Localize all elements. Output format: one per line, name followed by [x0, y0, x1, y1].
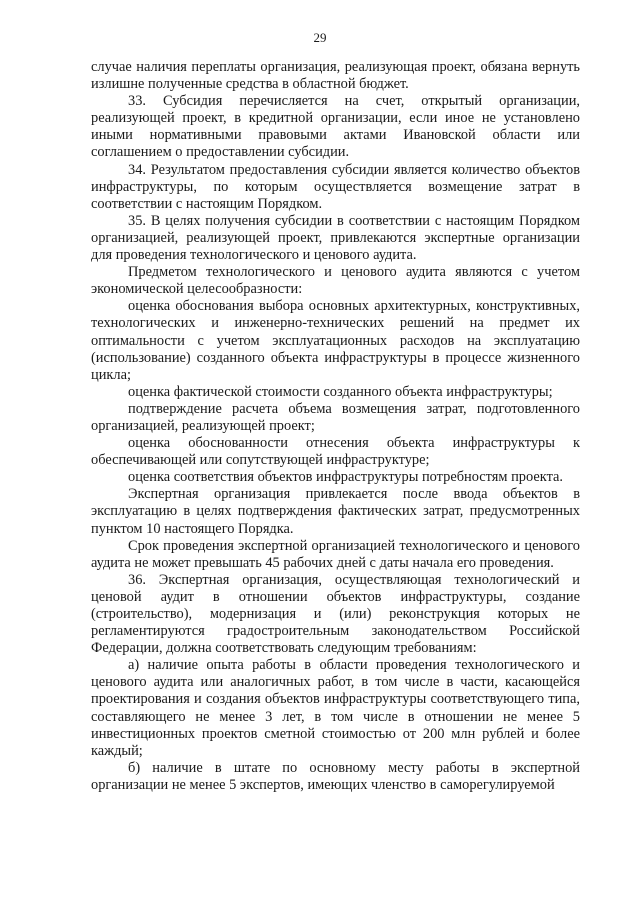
paragraph: а) наличие опыта работы в области проведения технологического и ценового аудита или аналогичных работ, в том числе в части, касающейся проектирования и создания объектов инфраструктуры соответствующего типа, составляющего не менее 3 лет, в том числе в отношении не менее 5 инвестиционных проектов сметной стоимостью от 200 млн рублей и более каждый; [91, 657, 580, 759]
paragraph: оценка фактической стоимости созданного объекта инфраструктуры; [128, 383, 553, 400]
document-body [91, 59, 580, 794]
paragraph: оценка соответствия объектов инфраструктуры потребностям проекта. [128, 469, 564, 486]
paragraph: 35. В целях получения субсидии в соответствии с настоящим Порядком организацией, реализующей проект, привлекаются экспертные организации для проведения технологического и ценового аудита. [91, 212, 580, 264]
paragraph: 34. Результатом предоставления субсидии является количество объектов инфраструктуры, по которым осуществляется возмещение затрат в соответствии с настоящим Порядком. [91, 161, 580, 212]
paragraph: подтверждение расчета объема возмещения затрат, подготовленного организацией, реализующей проект; [91, 400, 580, 434]
paragraph: оценка обоснованности отнесения объекта инфраструктуры к обеспечивающей или сопутствующей инфраструктуре; [91, 435, 580, 469]
paragraph: Предметом технологического и ценового аудита являются с учетом экономической целесообразности: [91, 264, 580, 298]
paragraph: 33. Субсидия перечисляется на счет, открытый организации, реализующей проект, в кредитной организации, если иное не установлено иными нормативными правовыми актами Ивановской области или соглашением о предоставлении субсидии. [91, 93, 580, 161]
paragraph: б) наличие в штате по основному месту работы в экспертной организации не менее 5 экспертов, имеющих членство в саморегулируемой [91, 759, 580, 793]
page-number: 29 [313, 30, 327, 45]
paragraph: случае наличия переплаты организация, реализующая проект, обязана вернуть излишне полученные средства в областной бюджет. [91, 59, 580, 93]
paragraph: Экспертная организация привлекается после ввода объектов в эксплуатацию в целях подтверждения фактических затрат, предусмотренных пунктом 10 настоящего Порядка. [91, 486, 580, 537]
paragraph: 36. Экспертная организация, осуществляющая технологический и ценовой аудит в отношении объектов инфраструктуры, создание (строительство), модернизация и (или) реконструкция которых не регламентируются градостроительным законодательством Российской Федерации, должна соответствовать следующим требованиям: [91, 571, 580, 657]
paragraph: оценка обоснования выбора основных архитектурных, конструктивных, технологических и инженерно-технических решений на предмет их оптимальности с учетом эксплуатационных расходов на эксплуатацию (использование) созданного объекта инфраструктуры в процессе жизненного цикла; [91, 298, 580, 383]
paragraph: Срок проведения экспертной организацией технологического и ценового аудита не может превышать 45 рабочих дней с даты начала его проведения. [91, 537, 580, 571]
